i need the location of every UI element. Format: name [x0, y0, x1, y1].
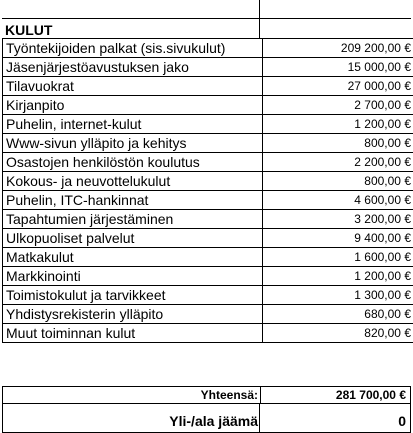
expense-amount: 209 200,00 € [263, 39, 413, 58]
expense-row [3, 172, 413, 191]
expense-label: Työntekijoiden palkat (sis.sivukulut) [3, 39, 263, 58]
expense-amount: 2 700,00 € [263, 96, 413, 115]
expense-label: Kokous- ja neuvottelukulut [3, 172, 263, 191]
expense-label: Matkakulut [3, 248, 263, 267]
expense-row [3, 115, 413, 134]
expense-amount: 800,00 € [263, 134, 413, 153]
expense-label: Puhelin, ITC-hankinnat [3, 191, 263, 210]
expense-label: Muut toiminnan kulut [3, 324, 263, 343]
expense-row [3, 96, 413, 115]
expense-row [3, 77, 413, 96]
expense-amount: 800,00 € [263, 172, 413, 191]
expense-row [3, 324, 413, 343]
expense-row [3, 191, 413, 210]
expense-amount: 820,00 € [263, 324, 413, 343]
expense-label: Yhdistysrekisterin ylläpito [3, 305, 263, 324]
expense-amount: 27 000,00 € [263, 77, 413, 96]
column-divider [259, 404, 260, 432]
section-header-row [2, 18, 411, 39]
balance-label: Yli-/ala jäämä [169, 413, 258, 429]
column-divider [259, 0, 260, 18]
expense-label: Toimistokulut ja tarvikkeet [3, 286, 263, 305]
expense-row [3, 229, 413, 248]
expense-row [3, 39, 413, 58]
expense-row [3, 134, 413, 153]
expense-row [3, 210, 413, 229]
expense-amount: 9 400,00 € [263, 229, 413, 248]
expense-label: Markkinointi [3, 267, 263, 286]
expense-label: Jäsenjärjestöavustuksen jako [3, 58, 263, 77]
column-divider [259, 19, 260, 39]
expense-amount: 15 000,00 € [263, 58, 413, 77]
expense-amount: 1 600,00 € [263, 248, 413, 267]
expense-sheet [2, 0, 411, 433]
total-label: Yhteensä: [200, 388, 258, 402]
balance-amount: 0 [398, 413, 406, 429]
total-row [2, 386, 411, 404]
balance-row [2, 404, 411, 433]
expense-amount: 1 200,00 € [263, 267, 413, 286]
total-amount: 281 700,00 € [335, 388, 406, 402]
expense-label: Ulkopuoliset palvelut [3, 229, 263, 248]
expense-amount: 3 200,00 € [263, 210, 413, 229]
expense-amount: 4 600,00 € [263, 191, 413, 210]
expense-label: Osastojen henkilöstön koulutus [3, 153, 263, 172]
expense-row [3, 286, 413, 305]
top-blank-row [2, 0, 411, 18]
expense-label: Kirjanpito [3, 96, 263, 115]
expense-amount: 1 300,00 € [263, 286, 413, 305]
expense-row [3, 267, 413, 286]
expense-table [2, 38, 413, 343]
expense-amount: 2 200,00 € [263, 153, 413, 172]
section-title: KULUT [5, 22, 53, 38]
expense-row [3, 58, 413, 77]
expense-row [3, 305, 413, 324]
expense-row [3, 248, 413, 267]
column-divider [260, 387, 261, 404]
expense-rows [3, 39, 413, 343]
expense-label: Puhelin, internet-kulut [3, 115, 263, 134]
expense-row [3, 153, 413, 172]
expense-amount: 680,00 € [263, 305, 413, 324]
expense-label: Tapahtumien järjestäminen [3, 210, 263, 229]
expense-label: Www-sivun ylläpito ja kehitys [3, 134, 263, 153]
expense-amount: 1 200,00 € [263, 115, 413, 134]
expense-label: Tilavuokrat [3, 77, 263, 96]
